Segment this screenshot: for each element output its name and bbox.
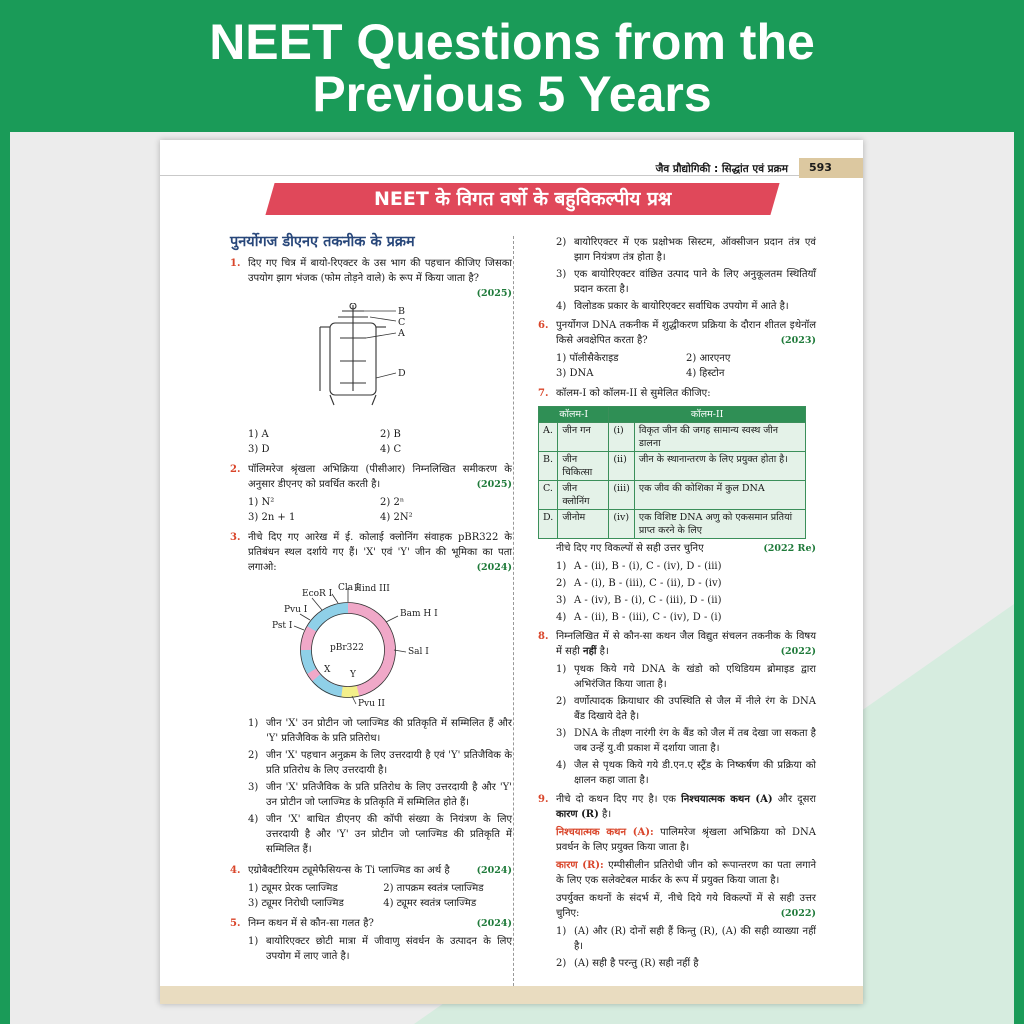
table-row: C. जीन क्लोनिंग (iii) एक जीव की कोशिका में कुल DNA [539,481,806,510]
label-y: Y [350,670,356,680]
options-q2 [230,495,512,525]
option: 2) वर्णोत्पादक क्रियाधार की उपस्थिति से जैल में नीले रंग के DNA बैंड दिखाये देते है। [556,696,816,722]
question-1 [230,256,512,299]
question-number: 6. [538,320,549,331]
question-9: 9. नीचे दो कथन दिए गए है। एक निश्चयात्मक कथन (A) और दूसरा कारण (R) है। [538,794,817,820]
label-d: D [398,368,406,379]
label-x: X [324,665,331,675]
book-page [160,140,863,1004]
option: 4) जीन 'X' बाधित डीएनए की कॉपी संख्या के नियंत्रण के लिए उत्तरदायी है और 'Y' उन प्रोटीन जो प्लाज्मिड की प्रतिकृति में सम्मिलित हैं। [248,814,512,855]
option: 4) हिस्टोन [686,368,725,379]
option: 2) तापक्रम स्वतंत्र प्लाज्मिड [383,883,484,894]
option: 4) ट्यूमर स्वतंत्र प्लाज्मिड [383,898,477,909]
col2-header: कॉलम-II [609,407,806,423]
option: 2) जीन 'X' पहचान अनुक्रम के लिए उत्तरदायी है एवं 'Y' प्रतिजैविक के प्रति प्रतिरोध के लिए उत्तरदायी है। [248,750,512,776]
question-number: 1. [230,258,241,269]
question-number: 7. [538,388,549,399]
column-divider [513,236,514,991]
label-cla: Cla I [338,583,360,593]
question-text: नीचे दिए गए आरेख में ई. कोलाई क्लोनिंग संवाहक pBR322 के प्रतिबंधन स्थल दर्शाये गए हैं। 'X' एवं 'Y' जीन की भूमिका का पता लगाओ: [248,532,512,573]
label-a: A [398,328,405,339]
question-5 [230,916,512,931]
chapter-title-bar [265,183,779,215]
question-8: 8. निम्नलिखित में से कौन-सा कथन जैल विद्युत संचलन तकनीक के विषय में सही नहीं है। (2022) [538,631,816,657]
question-number: 5. [230,918,241,929]
label-bam: Bam H I [400,609,438,619]
label-c: C [398,317,406,328]
banner [0,0,1024,132]
table-row: A. जीन गन (i) विकृत जीन की जगह सामान्य स्वस्थ जीन डालना [539,423,806,452]
option: 1) (A) और (R) दोनों सही हैं किन्तु (R), (A) की सही व्याख्या नहीं है। [556,926,816,952]
option: 1) ट्यूमर प्रेरक प्लाज्मिड [248,883,338,894]
question-year: (2024) [476,865,512,876]
option: 4) A - (ii), B - (iii), C - (iv), D - (i) [556,612,722,623]
option: 2) B [380,429,401,440]
question-6 [538,318,816,348]
q7-instruction: नीचे दिए गए विकल्पों से सही उत्तर चुनिए (2022 Re) [556,543,816,554]
question-text: एग्रोबैक्टीरियम ट्यूमेफैसियन्स के Ti प्लाज्मिड का अर्थ है [248,865,450,876]
bioreactor-diagram [230,303,512,418]
question-2 [230,462,512,492]
question-text: कॉलम-I को कॉलम-II से सुमेलित कीजिए: [556,388,711,399]
option: 3) D [248,444,270,455]
question-number: 9. [538,794,549,805]
label-b: B [398,306,405,317]
section-heading: पुनर्योगज डीएनए तकनीक के प्रक्रम [230,234,415,250]
right-column [538,235,816,973]
question-number: 2. [230,464,241,475]
banner-title-line1: NEET Questions from the [209,14,815,70]
option: 2) (A) सही है परन्तु (R) सही नहीं है [556,958,699,969]
option: 4) जैल से पृथक किये गये डी.एन.ए स्ट्रैंड के निष्कर्षण की प्रक्रिया को क्षालन कहा जाता है। [556,760,816,786]
left-column [230,235,512,966]
question-year: (2024) [476,562,512,573]
chapter-title: NEET के विगत वर्षो के बहुविकल्पीय प्रश्न [373,188,672,210]
option: 2) बायोरिएक्टर में एक प्रक्षोभक सिस्टम, ऑक्सीजन प्रदान तंत्र एवं झाग नियंत्रण तंत्र होता है। [556,237,816,263]
pbr322-plasmid-diagram [230,582,512,707]
question-number: 3. [230,532,241,543]
option: 3) जीन 'X' प्रतिजैविक के प्रति प्रतिरोध के लिए उत्तरदायी है और 'Y' उन प्रोटीन जो प्लाज्मिड के प्रतिकृति में सम्मिलित होते हैं। [248,782,512,808]
table-row: D. जीनोम (iv) एक विशिष्ट DNA अणु को एकसमान प्रतियां प्राप्त करने के लिए [539,510,806,539]
running-title: जैव प्रौद्योगिकी : सिद्धांत एवं प्रक्रम [655,163,788,175]
question-year: (2022) [780,908,816,919]
table-header-row [539,407,806,423]
question-year: (2024) [476,918,512,929]
option: 2) A - (i), B - (iii), C - (ii), D - (iv) [556,578,722,589]
question-text: दिए गए चित्र में बायो-रिएक्टर के उस भाग की पहचान कीजिए जिसका उपयोग झाग भंजक (फोम तोड़ने वाले) के रूप में किया जाता है? [248,258,512,284]
assertion: निश्चयात्मक कथन (A): पालिमरेज श्रृंखला अभिक्रिया को DNA प्रवर्धन के लिए प्रयुक्त किया जाता है। [556,827,816,853]
option: 4) 2N² [380,512,413,523]
match-table [538,406,806,539]
page-bottom-strip [160,986,863,1004]
option: 1) बायोरिएक्टर छोटी मात्रा में जीवाणु संवर्धन के उत्पादन के लिए उपयोग में लाए जाते है। [248,936,512,962]
label-pvu2: Pvu II [358,699,385,707]
question-year: (2022 Re) [763,543,816,554]
question-year: (2025) [476,288,512,299]
option: 3) 2n + 1 [248,512,296,523]
option: 3) DNA के तीक्ष्ण नारंगी रंग के बैंड को जैल में तब देखा जा सकता है जब उन्हें यु.वी प्रकाश में दर्शाया जाता है। [556,728,816,754]
option: 3) एक बायोरिएक्टर वांछित उत्पाद पाने के लिए अनुकूलतम स्थितियाँ प्रदान करता है। [556,269,816,295]
option: 1) पॉलीसैकेराइड [556,353,619,364]
question-7 [538,386,816,401]
table-row: B. जीन चिकित्सा (ii) जीन के स्थानान्तरण के लिए प्रयुक्त होता है। [539,452,806,481]
question-year: (2023) [780,335,816,346]
label-sal: Sal I [408,647,429,657]
option: 3) DNA [556,368,594,379]
label-hind: Hind III [354,584,390,594]
options-q1 [230,427,512,457]
question-3 [230,530,512,575]
question-year: (2025) [476,479,512,490]
running-header [160,140,863,176]
banner-title-line2: Previous 5 Years [312,66,712,122]
question-year: (2022) [780,646,816,657]
question-4 [230,863,512,878]
label-pvu1: Pvu I [284,605,308,615]
q9-instruction: उपर्युक्त कथनों के संदर्भ में, नीचे दिये गये विकल्पों में से सही उत्तर चुनिए: (2022) [556,893,816,919]
question-number: 4. [230,865,241,876]
option: 1) N² [248,497,275,508]
option: 1) A - (ii), B - (i), C - (iv), D - (iii) [556,561,722,572]
option: 4) विलोडक प्रकार के बायोरिएक्टर सर्वाधिक उपयोग में आते है। [556,301,789,312]
option: 1) पृथक किये गये DNA के खंडो को एथिडियम ब्रोमाइड द्वारा अभिरंजित किया जाता है। [556,664,816,690]
label-pst: Pst I [272,621,293,631]
label-center: pBr322 [330,643,364,653]
option: 3) ट्यूमर निरोधी प्लाज्मिड [248,898,344,909]
option: 2) आरएनए [686,353,731,364]
options-q4 [230,881,512,911]
question-text: पुनर्योगज DNA तकनीक में शुद्धीकरण प्रक्रिया के दौरान शीतल इथेनॉल किसे अवक्षेपित करता है? [556,320,816,346]
question-number: 8. [538,631,549,642]
question-text: निम्न कथन में से कौन-सा गलत है? [248,918,374,929]
col1-header: कॉलम-I [539,407,609,423]
reason: कारण (R): एम्पीसीलीन प्रतिरोधी जीन को रूपान्तरण का पता लगाने के लिए एक सलेक्टेबल मार्कर के रूप में प्रयुक्त किया जाता है। [556,860,816,886]
option: 3) A - (iv), B - (i), C - (iii), D - (ii) [556,595,722,606]
question-text: पॉलिमरेज श्रृंखला अभिक्रिया (पीसीआर) निम्नलिखित समीकरण के अनुसार डीएनए को प्रवर्धित करती है। [248,464,512,490]
option: 4) C [380,444,402,455]
option: 1) जीन 'X' उन प्रोटीन जो प्लाज्मिड की प्रतिकृति में सम्मिलित हैं और 'Y' प्रतिजैविक के प्रति प्रतिरोध। [248,718,512,744]
options-q6 [538,351,816,381]
option: 1) A [248,429,269,440]
page-number: 593 [799,158,863,178]
option: 2) 2ⁿ [380,497,405,508]
label-ecor: EcoR I [302,589,333,599]
